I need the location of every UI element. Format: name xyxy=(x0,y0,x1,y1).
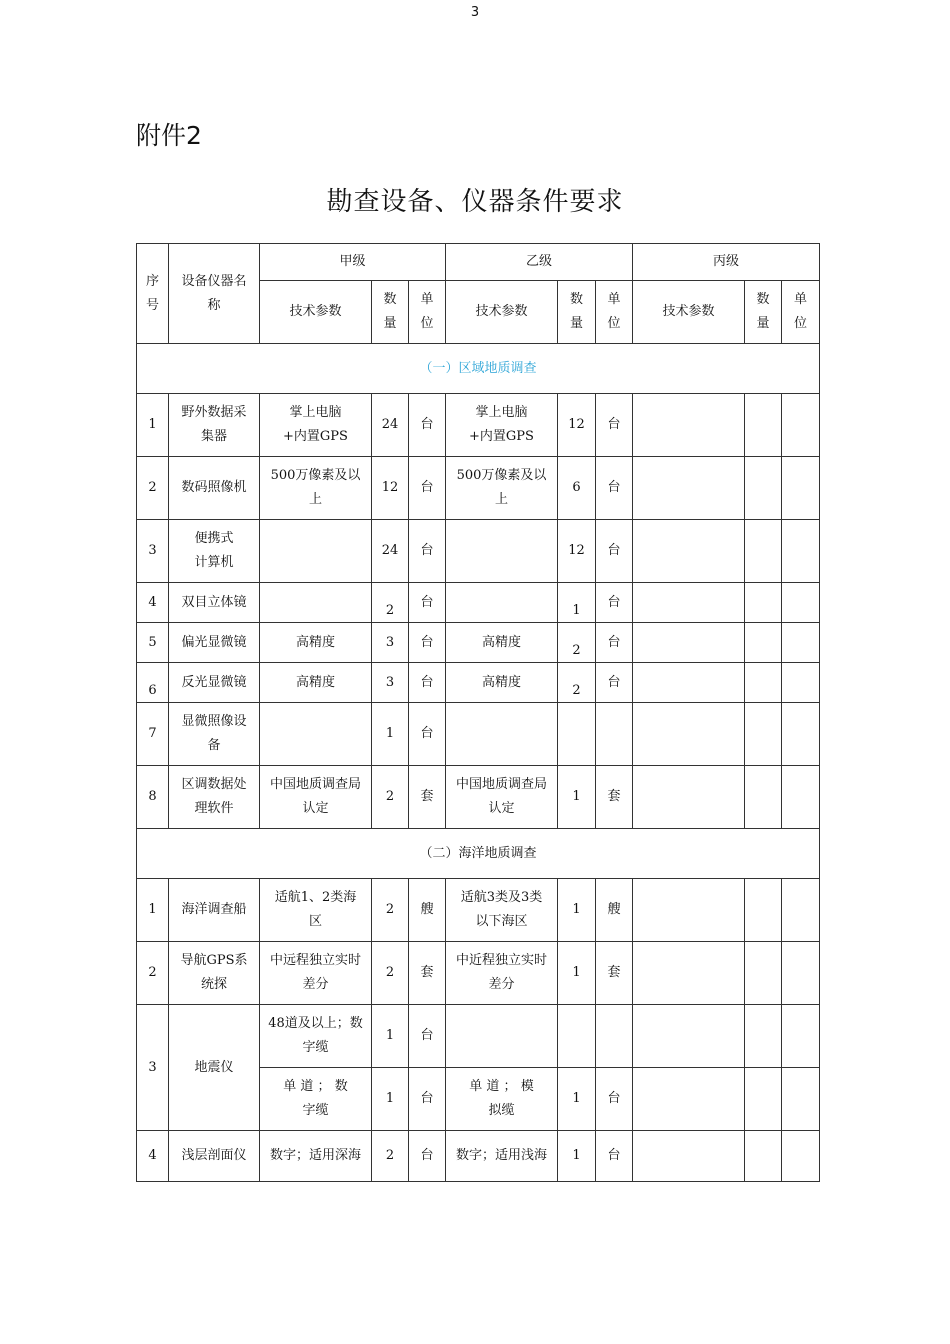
cell-c-qty xyxy=(745,583,782,623)
cell-c-tech xyxy=(633,1131,745,1182)
cell-c-unit xyxy=(782,1131,820,1182)
cell-a-unit: 台 xyxy=(409,457,446,520)
cell-no: 3 xyxy=(137,1005,169,1131)
table-row xyxy=(137,520,820,583)
cell-c-tech xyxy=(633,1005,745,1068)
section-row xyxy=(137,344,820,394)
section-row xyxy=(137,829,820,879)
cell-b-unit: 套 xyxy=(596,766,633,829)
cell-b-qty: 1 xyxy=(558,942,596,1005)
cell-no: 6 xyxy=(137,663,169,703)
header-b-qty: 数 量 xyxy=(558,281,596,344)
cell-c-tech xyxy=(633,623,745,663)
cell-a-unit: 台 xyxy=(409,703,446,766)
cell-c-qty xyxy=(745,1068,782,1131)
cell-c-qty xyxy=(745,766,782,829)
cell-a-qty: 1 xyxy=(372,1068,409,1131)
cell-b-tech: 适航3类及3类 以下海区 xyxy=(446,879,558,942)
cell-b-tech: 500万像素及以 上 xyxy=(446,457,558,520)
header-seq: 序 号 xyxy=(137,244,169,344)
cell-a-qty: 12 xyxy=(372,457,409,520)
cell-b-tech xyxy=(446,703,558,766)
table-row xyxy=(137,623,820,663)
cell-b-qty: 12 xyxy=(558,520,596,583)
header-c-qty: 数 量 xyxy=(745,281,782,344)
cell-b-unit: 台 xyxy=(596,1131,633,1182)
cell-a-tech: 48道及以上；数 字缆 xyxy=(260,1005,372,1068)
cell-b-tech: 掌上电脑 +内置GPS xyxy=(446,394,558,457)
cell-b-tech: 中近程独立实时 差分 xyxy=(446,942,558,1005)
cell-a-qty: 1 xyxy=(372,1005,409,1068)
cell-a-unit: 艘 xyxy=(409,879,446,942)
cell-c-tech xyxy=(633,879,745,942)
cell-c-qty xyxy=(745,703,782,766)
cell-c-unit xyxy=(782,520,820,583)
cell-b-qty: 2 xyxy=(558,663,596,703)
cell-a-qty: 3 xyxy=(372,663,409,703)
cell-a-qty: 3 xyxy=(372,623,409,663)
cell-a-tech: 高精度 xyxy=(260,623,372,663)
cell-a-qty: 1 xyxy=(372,703,409,766)
cell-b-tech: 中国地质调查局 认定 xyxy=(446,766,558,829)
cell-name: 区调数据处 理软件 xyxy=(169,766,260,829)
cell-no: 2 xyxy=(137,457,169,520)
cell-b-unit xyxy=(596,1005,633,1068)
cell-b-qty: 12 xyxy=(558,394,596,457)
cell-b-unit: 套 xyxy=(596,942,633,1005)
header-grade-c: 丙级 xyxy=(633,244,820,281)
table-row xyxy=(137,1131,820,1182)
header-a-unit: 单 位 xyxy=(409,281,446,344)
table-body xyxy=(137,244,820,1182)
cell-b-tech xyxy=(446,1005,558,1068)
cell-b-unit: 台 xyxy=(596,623,633,663)
cell-a-qty: 2 xyxy=(372,766,409,829)
cell-c-unit xyxy=(782,583,820,623)
section-title: （一）区域地质调查 xyxy=(137,344,820,394)
cell-a-tech: 适航1、2类海 区 xyxy=(260,879,372,942)
cell-b-tech xyxy=(446,583,558,623)
equipment-table xyxy=(136,243,820,1182)
cell-b-qty: 1 xyxy=(558,766,596,829)
cell-name: 海洋调查船 xyxy=(169,879,260,942)
section-title: （二）海洋地质调查 xyxy=(137,829,820,879)
cell-a-tech: 高精度 xyxy=(260,663,372,703)
header-equipment-name: 设备仪器名 称 xyxy=(169,244,260,344)
header-c-unit: 单 位 xyxy=(782,281,820,344)
cell-b-unit: 台 xyxy=(596,583,633,623)
document-title: 勘查设备、仪器条件要求 xyxy=(326,187,624,217)
cell-c-qty xyxy=(745,1131,782,1182)
cell-b-qty: 2 xyxy=(558,623,596,663)
header-row-grades xyxy=(137,244,820,281)
cell-name: 数码照像机 xyxy=(169,457,260,520)
table-row xyxy=(137,703,820,766)
attachment-label: 附件2 xyxy=(136,121,202,150)
cell-b-qty: 1 xyxy=(558,583,596,623)
cell-b-unit: 台 xyxy=(596,663,633,703)
cell-name: 便携式 计算机 xyxy=(169,520,260,583)
cell-no: 3 xyxy=(137,520,169,583)
header-grade-b: 乙级 xyxy=(446,244,633,281)
cell-c-qty xyxy=(745,663,782,703)
table-row xyxy=(137,394,820,457)
cell-a-qty: 2 xyxy=(372,879,409,942)
cell-c-unit xyxy=(782,457,820,520)
cell-c-unit xyxy=(782,1005,820,1068)
cell-c-tech xyxy=(633,1068,745,1131)
cell-c-unit xyxy=(782,942,820,1005)
cell-no: 8 xyxy=(137,766,169,829)
header-c-tech: 技术参数 xyxy=(633,281,745,344)
cell-b-qty xyxy=(558,1005,596,1068)
cell-a-unit: 台 xyxy=(409,583,446,623)
cell-a-unit: 台 xyxy=(409,1068,446,1131)
cell-name: 双目立体镜 xyxy=(169,583,260,623)
cell-b-qty xyxy=(558,703,596,766)
cell-name: 偏光显微镜 xyxy=(169,623,260,663)
cell-b-tech xyxy=(446,520,558,583)
cell-a-unit: 台 xyxy=(409,520,446,583)
cell-a-tech: 数字；适用深海 xyxy=(260,1131,372,1182)
cell-c-qty xyxy=(745,879,782,942)
cell-b-qty: 1 xyxy=(558,1068,596,1131)
cell-b-qty: 1 xyxy=(558,1131,596,1182)
cell-a-unit: 套 xyxy=(409,766,446,829)
cell-c-tech xyxy=(633,583,745,623)
cell-c-tech xyxy=(633,703,745,766)
cell-c-unit xyxy=(782,766,820,829)
page-number: 3 xyxy=(470,5,480,20)
header-b-tech: 技术参数 xyxy=(446,281,558,344)
cell-c-tech xyxy=(633,520,745,583)
cell-b-unit: 台 xyxy=(596,1068,633,1131)
header-b-unit: 单 位 xyxy=(596,281,633,344)
cell-c-qty xyxy=(745,942,782,1005)
cell-a-qty: 2 xyxy=(372,583,409,623)
cell-a-qty: 24 xyxy=(372,520,409,583)
cell-name: 地震仪 xyxy=(169,1005,260,1131)
cell-c-unit xyxy=(782,394,820,457)
cell-no: 2 xyxy=(137,942,169,1005)
cell-c-tech xyxy=(633,457,745,520)
table-row xyxy=(137,766,820,829)
cell-name: 野外数据采 集器 xyxy=(169,394,260,457)
cell-b-tech: 高精度 xyxy=(446,663,558,703)
cell-a-unit: 台 xyxy=(409,623,446,663)
cell-b-tech: 高精度 xyxy=(446,623,558,663)
cell-a-tech xyxy=(260,583,372,623)
header-grade-a: 甲级 xyxy=(260,244,446,281)
cell-a-tech: 中国地质调查局 认定 xyxy=(260,766,372,829)
cell-b-qty: 6 xyxy=(558,457,596,520)
cell-c-qty xyxy=(745,1005,782,1068)
cell-c-qty xyxy=(745,520,782,583)
cell-a-qty: 2 xyxy=(372,1131,409,1182)
cell-b-unit xyxy=(596,703,633,766)
cell-b-tech: 单 道 ； 模 拟缆 xyxy=(446,1068,558,1131)
cell-a-tech: 掌上电脑 +内置GPS xyxy=(260,394,372,457)
cell-c-qty xyxy=(745,623,782,663)
header-a-tech: 技术参数 xyxy=(260,281,372,344)
cell-a-qty: 2 xyxy=(372,942,409,1005)
cell-a-unit: 台 xyxy=(409,394,446,457)
cell-no: 4 xyxy=(137,1131,169,1182)
table-row xyxy=(137,879,820,942)
cell-a-unit: 台 xyxy=(409,1131,446,1182)
cell-c-unit xyxy=(782,623,820,663)
table-row xyxy=(137,663,820,703)
cell-a-tech: 中远程独立实时 差分 xyxy=(260,942,372,1005)
cell-c-qty xyxy=(745,394,782,457)
cell-no: 5 xyxy=(137,623,169,663)
cell-no: 1 xyxy=(137,879,169,942)
cell-no: 4 xyxy=(137,583,169,623)
cell-c-tech xyxy=(633,942,745,1005)
cell-b-unit: 台 xyxy=(596,520,633,583)
cell-c-tech xyxy=(633,766,745,829)
cell-no: 1 xyxy=(137,394,169,457)
cell-c-tech xyxy=(633,394,745,457)
cell-a-tech xyxy=(260,520,372,583)
table-row xyxy=(137,942,820,1005)
cell-c-unit xyxy=(782,879,820,942)
cell-b-qty: 1 xyxy=(558,879,596,942)
cell-a-qty: 24 xyxy=(372,394,409,457)
cell-name: 浅层剖面仪 xyxy=(169,1131,260,1182)
table-row xyxy=(137,583,820,623)
cell-name: 反光显微镜 xyxy=(169,663,260,703)
table-row xyxy=(137,1005,820,1068)
cell-b-tech: 数字；适用浅海 xyxy=(446,1131,558,1182)
cell-a-unit: 台 xyxy=(409,663,446,703)
cell-b-unit: 台 xyxy=(596,394,633,457)
cell-c-unit xyxy=(782,1068,820,1131)
cell-a-unit: 台 xyxy=(409,1005,446,1068)
cell-a-tech: 500万像素及以 上 xyxy=(260,457,372,520)
cell-no: 7 xyxy=(137,703,169,766)
cell-c-qty xyxy=(745,457,782,520)
cell-c-tech xyxy=(633,663,745,703)
cell-a-tech xyxy=(260,703,372,766)
cell-a-unit: 套 xyxy=(409,942,446,1005)
cell-c-unit xyxy=(782,703,820,766)
cell-c-unit xyxy=(782,663,820,703)
cell-b-unit: 台 xyxy=(596,457,633,520)
cell-name: 显微照像设 备 xyxy=(169,703,260,766)
header-a-qty: 数 量 xyxy=(372,281,409,344)
cell-b-unit: 艘 xyxy=(596,879,633,942)
table-row xyxy=(137,457,820,520)
cell-name: 导航GPS系 统探 xyxy=(169,942,260,1005)
cell-a-tech: 单 道 ； 数 字缆 xyxy=(260,1068,372,1131)
